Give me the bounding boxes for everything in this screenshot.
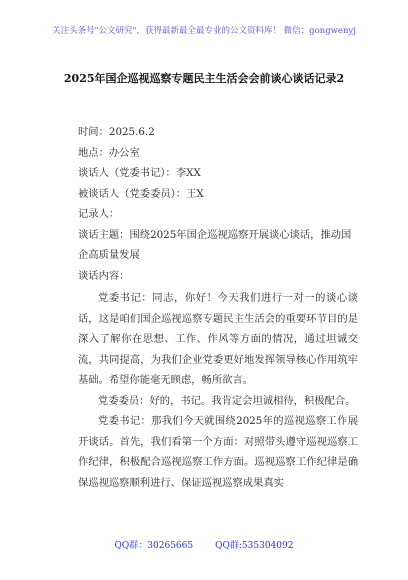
- dialogue-paragraph: 党委书记：同志，你好！今天我们进行一对一的谈心谈话，这是咱们国企巡视巡察专题民主生活会的重要环节目的是深入了解你在思想、工作、作风等方面的情况，通过坦诚交流，共同提高，为我们企业党委更好地发挥领导核心作用筑牢基础。希望你能毫无顾虑，畅所欲言。: [78, 292, 358, 386]
- dialogue-paragraph: 党委书记：那我们今天就围绕2025年的巡视巡察工作展开谈话。首先，我们看第一个方面：对照带头遵守巡视巡察工作纪律，积极配合巡视巡察工作方面。巡视巡察工作纪律是确保巡视巡察顺利进行、保证巡视巡察成果真实: [78, 415, 358, 489]
- time-field: 时间：2025.6.2: [78, 126, 155, 138]
- recorder-field: 记录人：: [78, 208, 120, 220]
- dialogue-paragraph: 党委委员：好的，书记。我肯定会坦诚相待，积极配合。: [98, 394, 356, 407]
- content-label: 谈话内容：: [78, 269, 130, 282]
- document-body: [78, 122, 358, 493]
- document-title: 2025年国企巡视巡察专题民主生活会会前谈心谈话记录2: [63, 72, 345, 85]
- place-field: 地点：办公室: [78, 146, 140, 159]
- header-note: 关注头条号"公文研究"，获得最新最全最专业的公文资料库！ 微信：gongwenyj: [52, 26, 356, 36]
- qq-group-1: QQ群：30265665: [114, 541, 194, 551]
- topic-field: 谈话主题：围绕2025年国企巡视巡察开展谈心谈话，推动国企高质量发展: [78, 228, 352, 261]
- qq-group-2: QQ群:535304092: [215, 541, 294, 551]
- footer-contact: [0, 538, 408, 551]
- interviewer-field: 谈话人（党委书记）：李XX: [78, 167, 201, 179]
- interviewee-field: 被谈话人（党委委员）：王X: [78, 187, 204, 200]
